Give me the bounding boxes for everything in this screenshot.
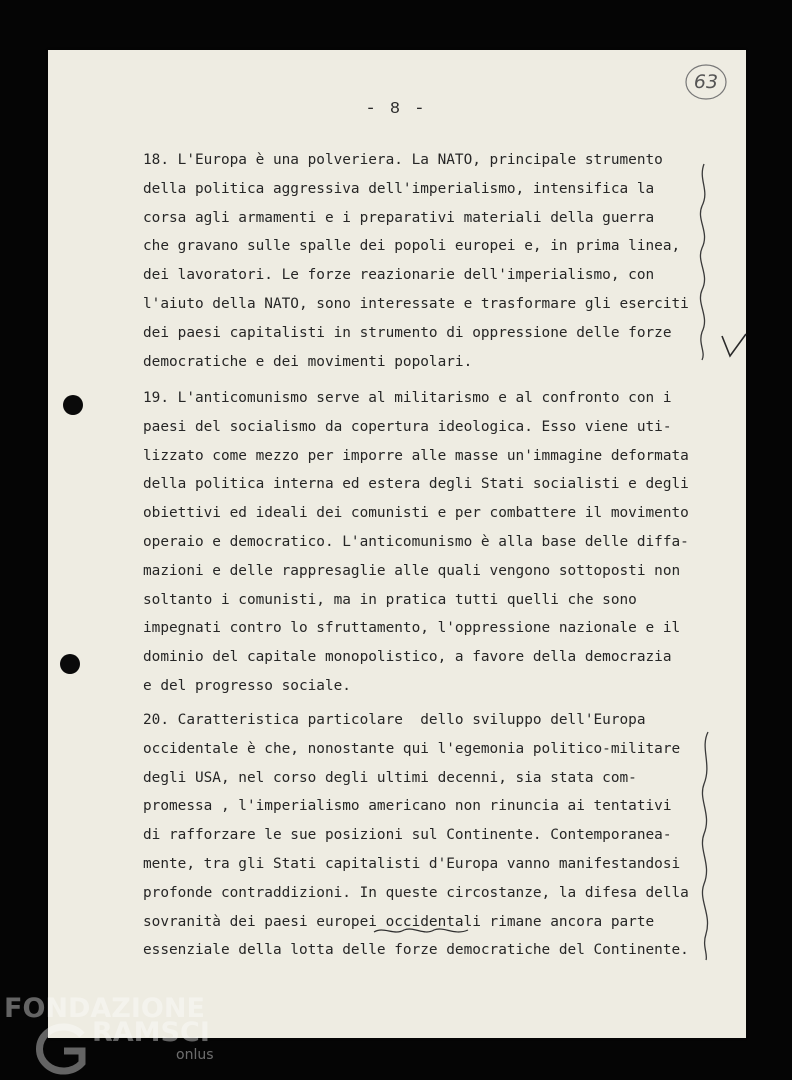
text-line: l'aiuto della NATO, sono interessate e trasformare gli eserciti [143,295,689,312]
text-line: corsa agli armamenti e i preparativi materiali della guerra [143,209,655,226]
text-line: di rafforzare le sue posizioni sul Continente. Contemporanea- [143,827,672,844]
text-line: mazioni e delle rappresaglie alle quali vengono sottoposti non [143,562,681,579]
margin-wavy-line-icon [694,728,724,964]
page-number: - 8 - [365,100,427,119]
text-line: impegnati contro lo sfruttamento, l'oppressione nazionale e il [143,620,681,637]
punch-hole-top [63,395,83,415]
text-line: 19. L'anticomunismo serve al militarismo e al confronto con i [143,390,672,406]
text-line: della politica aggressiva dell'imperialismo, intensifica la [143,180,655,197]
text-line: paesi del socialismo da copertura ideologica. Esso viene uti- [143,418,672,435]
watermark-suffix: onlus [176,1047,214,1063]
watermark-line-1: FONDAZIONE [4,993,205,1024]
text-line: dei lavoratori. Le forze reazionarie dell'imperialismo, con [143,267,655,284]
text-line: degli USA, nel corso degli ultimi decenni, sia stata com- [143,769,637,786]
fondazione-gramsci-watermark [0,985,240,1080]
underline-squiggle-icon [372,924,472,938]
text-line: promessa , l'imperialismo americano non rinuncia ai tentativi [143,798,672,815]
text-line: 20. Caratteristica particolare dello sviluppo dell'Europa [143,712,646,728]
text-line: lizzato come mezzo per imporre alle masse un'immagine deformata [143,447,689,464]
paragraph-19 [143,384,693,701]
paragraph-18 [143,146,693,376]
text-line: che gravano sulle spalle dei popoli europei e, in prima linea, [143,238,681,255]
text-line: 18. L'Europa è una polveriera. La NATO, principale strumento [143,152,663,168]
folio-label: 63 [693,71,719,93]
text-line: sovranità dei paesi europei occidentali rimane ancora parte [143,913,655,930]
margin-wavy-line-icon [690,160,750,370]
text-line: essenziale della lotta delle forze democratiche del Continente. [143,942,689,959]
text-line: mente, tra gli Stati capitalisti d'Europa vanno manifestandosi [143,855,681,872]
text-line: dei paesi capitalisti in strumento di oppressione delle forze [143,324,672,341]
text-line: della politica interna ed estera degli Stati socialisti e degli [143,476,689,493]
punch-hole-bottom [60,654,80,674]
text-line: profonde contraddizioni. In queste circostanze, la difesa della [143,884,689,901]
watermark-line-2: RAMSCI [92,1017,210,1048]
text-line: soltanto i comunisti, ma in pratica tutti quelli che sono [143,591,637,608]
text-line: e del progresso sociale. [143,677,351,694]
text-line: operaio e democratico. L'anticomunismo è alla base delle diffa- [143,533,689,550]
handwritten-folio-number [684,62,728,102]
gramsci-g-logo-icon [30,1021,90,1077]
text-line: dominio del capitale monopolistico, a favore della democrazia [143,649,672,666]
text-line: obiettivi ed ideali dei comunisti e per combattere il movimento [143,505,689,522]
text-line: occidentale è che, nonostante qui l'egemonia politico-militare [143,740,681,757]
text-line: democratiche e dei movimenti popolari. [143,353,473,370]
